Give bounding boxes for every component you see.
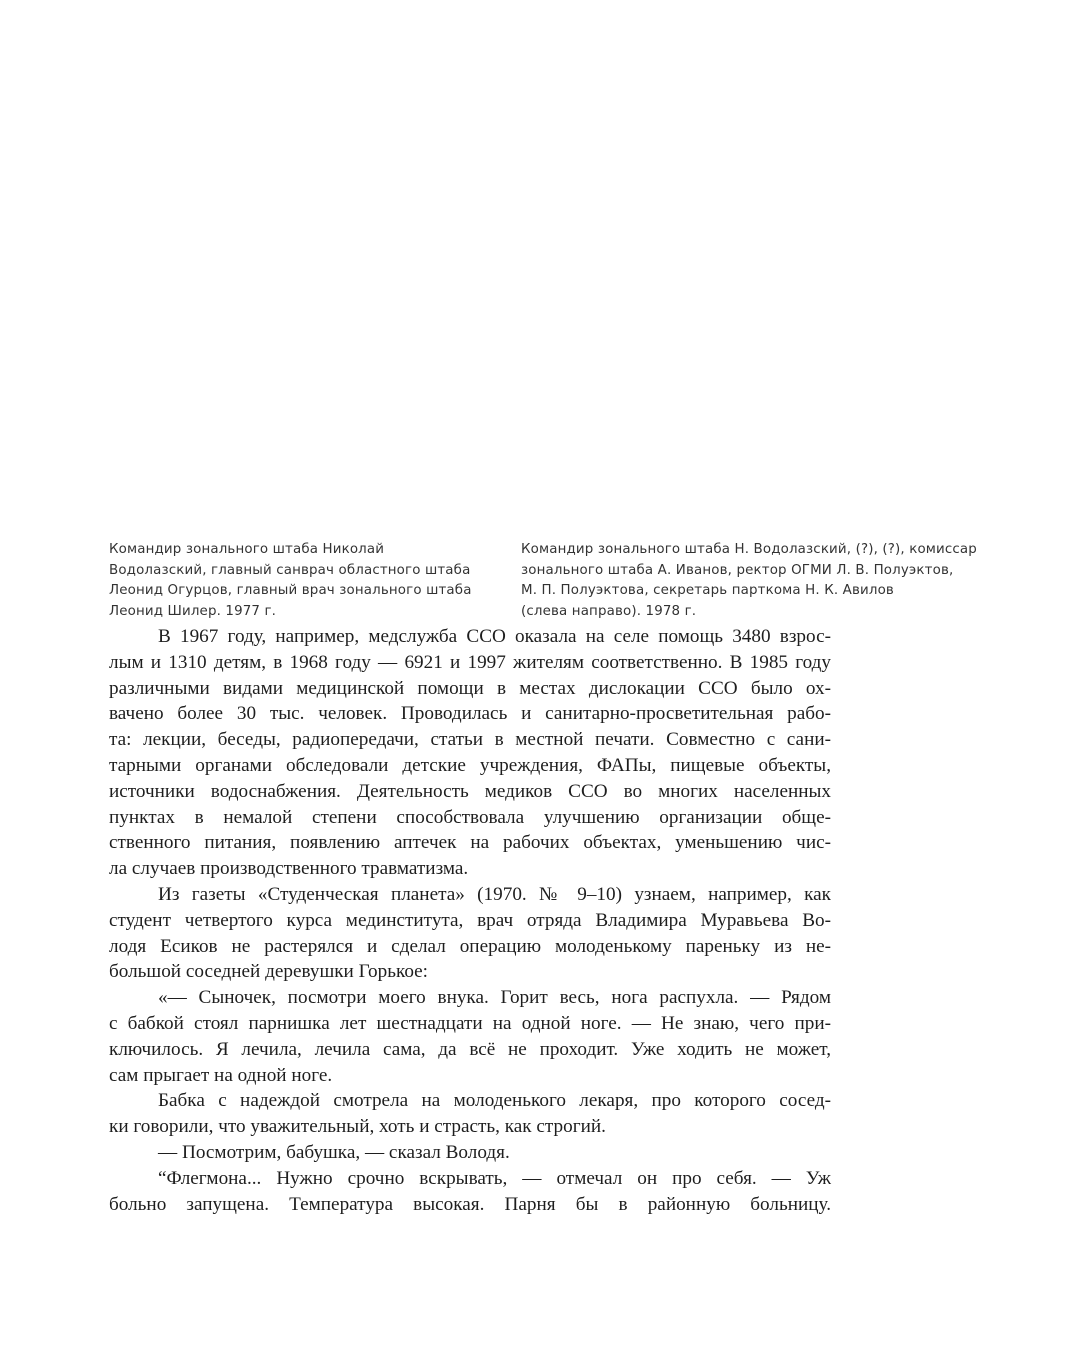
caption-line: Командир зонального штаба Николай — [109, 542, 385, 557]
paragraph-line: та: лекции, беседы, радиопередачи, статьи в местной печати. Совместно с сани- — [109, 729, 831, 751]
paragraph-line: источники водоснабжения. Деятельность медиков ССО во многих населенных — [109, 780, 831, 802]
paragraph-line: с бабкой стоял парнишка лет шестнадцати на одной ноге. — Не знаю, чего при- — [109, 1012, 831, 1034]
caption-line: М. П. Полуэктова, секретарь парткома Н. К. Авилов — [521, 583, 894, 599]
paragraph-line: — Посмотрим, бабушка, — сказал Володя. — [158, 1141, 510, 1163]
caption-line: зонального штаба А. Иванов, ректор ОГМИ Л. В. Полуэктов, — [521, 562, 954, 578]
paragraph-line: «— Сыночек, посмотри моего внука. Горит весь, нога распухла. — Рядом — [158, 987, 831, 1009]
photo-caption-left — [109, 540, 504, 622]
caption-line: Командир зонального штаба Н. Водолазский, (?), (?), комиссар — [521, 542, 977, 557]
paragraph-line: тарными органами обследовали детские учреждения, ФАПы, пищевые объекты, — [109, 754, 831, 776]
paragraph-line: ключилось. Я лечила, лечила сама, да всё не проходит. Уже ходить не может, — [109, 1038, 831, 1060]
photo-area — [109, 40, 991, 530]
paragraph-line: ственного питания, появлению аптечек на рабочих объектах, уменьшению чис- — [109, 832, 831, 854]
paragraph-line: студент четвертого курса мединститута, врач отряда Владимира Муравьева Во- — [109, 909, 831, 931]
paragraph-line: Бабка с надеждой смотрела на молоденького лекаря, про которого сосед- — [158, 1090, 831, 1112]
paragraph-line: лым и 1310 детям, в 1968 году — 6921 и 1997 жителям соответственно. В 1985 году — [109, 651, 831, 673]
paragraph-line: “Флегмона... Нужно срочно вскрывать, — отмечал он про себя. — Уж — [158, 1167, 831, 1189]
caption-line: Леонид Огурцов, главный врач зонального штаба — [109, 583, 472, 599]
caption-line: Леонид Шилер. 1977 г. — [109, 603, 277, 619]
paragraph-line: пунктах в немалой степени способствовала улучшению организации обще- — [109, 806, 831, 828]
paragraph-line: Из газеты «Студенческая планета» (1970. № 9–10) узнаем, например, как — [158, 883, 831, 905]
caption-line: Водолазский, главный санврач областного штаба — [109, 562, 471, 578]
caption-line: (слева направо). 1978 г. — [521, 603, 697, 619]
body-text — [109, 624, 831, 1217]
paragraph-line: больно запущена. Температура высокая. Парня бы в районную больницу. — [109, 1193, 831, 1215]
paragraph-line: сам прыгает на одной ноге. — [109, 1064, 333, 1086]
photo-captions — [109, 540, 999, 625]
paragraph-line: ла случаев производственного травматизма. — [109, 858, 469, 880]
paragraph-line: лодя Есиков не растерялся и сделал операцию молоденькому пареньку из не- — [109, 935, 831, 957]
paragraph-line: большой соседней деревушки Горькое: — [109, 961, 428, 983]
paragraph-line: вачено более 30 тыс. человек. Проводилась и санитарно-просветительная рабо- — [109, 703, 831, 725]
paragraph-line: различными видами медицинской помощи в местах дислокации ССО было ох- — [109, 677, 831, 699]
paragraph-line: В 1967 году, например, медслужба ССО оказала на селе помощь 3480 взрос- — [158, 626, 831, 647]
paragraph-line: ки говорили, что уважительный, хоть и страсть, как строгий. — [109, 1116, 606, 1138]
photo-caption-right — [521, 540, 999, 622]
